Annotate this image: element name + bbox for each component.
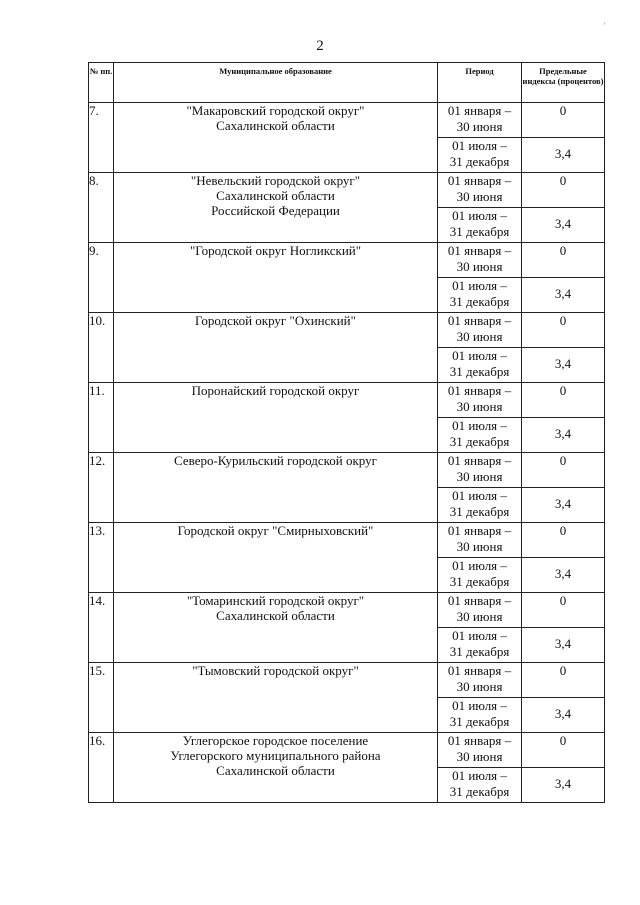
period-first-half: 01 января – 30 июня xyxy=(438,243,522,278)
header-period: Период xyxy=(438,63,522,103)
row-number: 13. xyxy=(89,523,114,593)
period-second-half: 01 июля – 31 декабря xyxy=(438,558,522,593)
table-row xyxy=(89,103,605,138)
municipality-name: Поронайский городской округ xyxy=(114,383,438,453)
period-first-half: 01 января – 30 июня xyxy=(438,593,522,628)
index-second-half: 3,4 xyxy=(522,278,605,313)
period-second-half: 01 июля – 31 декабря xyxy=(438,208,522,243)
index-second-half: 3,4 xyxy=(522,768,605,803)
municipality-name: Городской округ "Смирныховский" xyxy=(114,523,438,593)
period-first-half: 01 января – 30 июня xyxy=(438,453,522,488)
municipality-name: Городской округ "Охинский" xyxy=(114,313,438,383)
row-number: 16. xyxy=(89,733,114,803)
row-number: 15. xyxy=(89,663,114,733)
index-first-half: 0 xyxy=(522,313,605,348)
period-second-half: 01 июля – 31 декабря xyxy=(438,488,522,523)
index-second-half: 3,4 xyxy=(522,348,605,383)
period-first-half: 01 января – 30 июня xyxy=(438,733,522,768)
period-first-half: 01 января – 30 июня xyxy=(438,663,522,698)
row-number: 10. xyxy=(89,313,114,383)
corner-mark: ˢ xyxy=(604,22,606,28)
period-first-half: 01 января – 30 июня xyxy=(438,103,522,138)
index-first-half: 0 xyxy=(522,453,605,488)
table-row xyxy=(89,523,605,558)
index-second-half: 3,4 xyxy=(522,418,605,453)
header-municipality: Муниципальное образование xyxy=(114,63,438,103)
municipality-name: Северо-Курильский городской округ xyxy=(114,453,438,523)
period-first-half: 01 января – 30 июня xyxy=(438,313,522,348)
table-row xyxy=(89,663,605,698)
row-number: 14. xyxy=(89,593,114,663)
page-number: 2 xyxy=(316,38,324,54)
period-second-half: 01 июля – 31 декабря xyxy=(438,768,522,803)
index-first-half: 0 xyxy=(522,103,605,138)
index-second-half: 3,4 xyxy=(522,558,605,593)
row-number: 7. xyxy=(89,103,114,173)
row-number: 12. xyxy=(89,453,114,523)
table-row xyxy=(89,383,605,418)
index-first-half: 0 xyxy=(522,663,605,698)
period-first-half: 01 января – 30 июня xyxy=(438,173,522,208)
header-index: Предельные индексы (процентов) xyxy=(522,63,605,103)
period-first-half: 01 января – 30 июня xyxy=(438,523,522,558)
table-header-row xyxy=(89,63,605,103)
table-row xyxy=(89,313,605,348)
period-second-half: 01 июля – 31 декабря xyxy=(438,418,522,453)
municipality-name: "Городской округ Ногликский" xyxy=(114,243,438,313)
period-second-half: 01 июля – 31 декабря xyxy=(438,278,522,313)
period-second-half: 01 июля – 31 декабря xyxy=(438,348,522,383)
municipality-name: "Томаринский городской округ" Сахалинской области xyxy=(114,593,438,663)
index-first-half: 0 xyxy=(522,243,605,278)
index-second-half: 3,4 xyxy=(522,628,605,663)
table-body xyxy=(89,103,605,803)
header-num: № пп. xyxy=(89,63,114,103)
index-second-half: 3,4 xyxy=(522,488,605,523)
index-first-half: 0 xyxy=(522,593,605,628)
index-first-half: 0 xyxy=(522,383,605,418)
indexes-table xyxy=(88,62,605,803)
index-first-half: 0 xyxy=(522,733,605,768)
municipality-name: "Макаровский городской округ" Сахалинской области xyxy=(114,103,438,173)
index-second-half: 3,4 xyxy=(522,698,605,733)
period-second-half: 01 июля – 31 декабря xyxy=(438,138,522,173)
period-first-half: 01 января – 30 июня xyxy=(438,383,522,418)
municipality-name: "Тымовский городской округ" xyxy=(114,663,438,733)
municipality-name: "Невельский городской округ" Сахалинской области Российской Федерации xyxy=(114,173,438,243)
index-second-half: 3,4 xyxy=(522,138,605,173)
row-number: 11. xyxy=(89,383,114,453)
table-row xyxy=(89,173,605,208)
table-row xyxy=(89,453,605,488)
index-second-half: 3,4 xyxy=(522,208,605,243)
index-first-half: 0 xyxy=(522,173,605,208)
period-second-half: 01 июля – 31 декабря xyxy=(438,698,522,733)
table-row xyxy=(89,733,605,768)
table-row xyxy=(89,593,605,628)
table-row xyxy=(89,243,605,278)
row-number: 9. xyxy=(89,243,114,313)
period-second-half: 01 июля – 31 декабря xyxy=(438,628,522,663)
index-first-half: 0 xyxy=(522,523,605,558)
row-number: 8. xyxy=(89,173,114,243)
municipality-name: Углегорское городское поселение Углегорского муниципального района Сахалинской области xyxy=(114,733,438,803)
